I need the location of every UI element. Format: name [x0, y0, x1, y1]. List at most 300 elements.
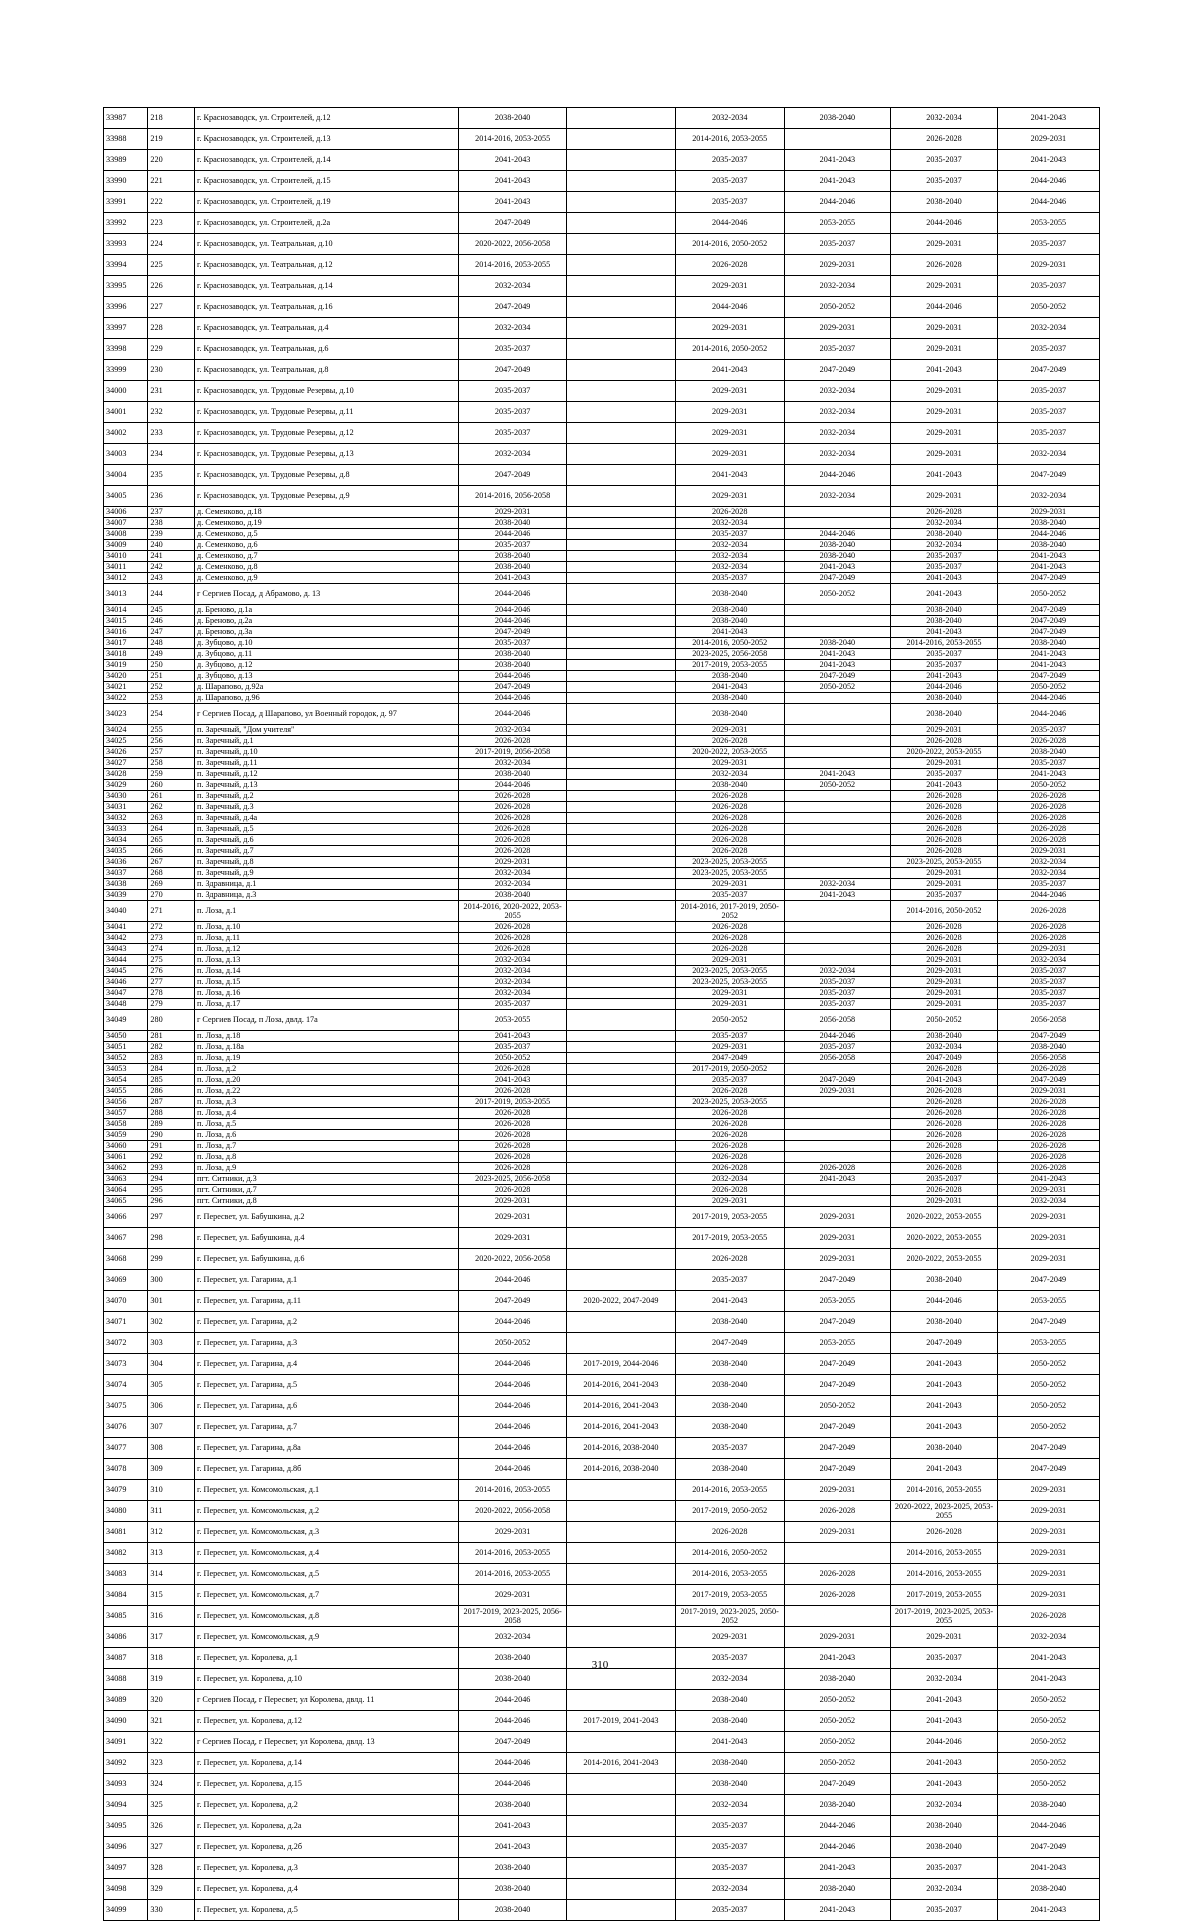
table-row [104, 1196, 1100, 1207]
cell-period-d: 2035-2037 [784, 234, 891, 255]
cell-period-e: 2026-2028 [891, 1522, 998, 1543]
cell-period-e: 2026-2028 [891, 1108, 998, 1119]
cell-period-c: 2017-2019, 2053-2055 [675, 1585, 784, 1606]
cell-period-f: 2038-2040 [997, 1795, 1099, 1816]
cell-period-f: 2041-2043 [997, 1174, 1099, 1185]
cell-period-e: 2038-2040 [891, 1270, 998, 1291]
cell-period-d [784, 933, 891, 944]
cell-item-number: 322 [148, 1732, 195, 1753]
cell-period-c: 2029-2031 [675, 381, 784, 402]
cell-period-f: 2032-2034 [997, 955, 1099, 966]
cell-period-f: 2035-2037 [997, 966, 1099, 977]
cell-period-a: 2026-2028 [459, 1086, 567, 1097]
table-row [104, 540, 1100, 551]
cell-address: г Сергиев Посад, д Шарапово, ул Военный городок, д. 97 [195, 704, 459, 725]
table-row [104, 682, 1100, 693]
cell-reg-number: 34044 [104, 955, 148, 966]
table-row [104, 857, 1100, 868]
cell-reg-number: 34004 [104, 465, 148, 486]
cell-period-d: 2044-2046 [784, 465, 891, 486]
cell-period-a: 2041-2043 [459, 171, 567, 192]
cell-address: г. Пересвет, ул. Комсомольская, д.3 [195, 1522, 459, 1543]
cell-period-b [567, 1501, 676, 1522]
table-row [104, 381, 1100, 402]
cell-period-e: 2044-2046 [891, 213, 998, 234]
cell-period-e: 2029-2031 [891, 725, 998, 736]
cell-item-number: 273 [148, 933, 195, 944]
cell-period-f: 2035-2037 [997, 402, 1099, 423]
cell-period-d: 2044-2046 [784, 1031, 891, 1042]
cell-period-d: 2029-2031 [784, 255, 891, 276]
cell-period-f: 2038-2040 [997, 540, 1099, 551]
cell-period-a: 2029-2031 [459, 1196, 567, 1207]
cell-period-e: 2041-2043 [891, 1711, 998, 1732]
cell-period-e: 2026-2028 [891, 255, 998, 276]
cell-period-b [567, 518, 676, 529]
cell-address: г. Пересвет, ул. Королева, д.2 [195, 1795, 459, 1816]
cell-period-b [567, 1075, 676, 1086]
cell-period-a: 2014-2016, 2053-2055 [459, 1480, 567, 1501]
cell-period-f: 2035-2037 [997, 758, 1099, 769]
cell-address: п. Лоза, д.18а [195, 1042, 459, 1053]
table-row [104, 1228, 1100, 1249]
cell-address: п. Лоза, д.12 [195, 944, 459, 955]
cell-period-b [567, 1837, 676, 1858]
cell-period-b [567, 671, 676, 682]
cell-period-e: 2026-2028 [891, 1130, 998, 1141]
cell-item-number: 254 [148, 704, 195, 725]
cell-item-number: 300 [148, 1270, 195, 1291]
cell-reg-number: 34041 [104, 922, 148, 933]
cell-period-e: 2032-2034 [891, 1042, 998, 1053]
cell-period-b [567, 1097, 676, 1108]
cell-item-number: 252 [148, 682, 195, 693]
cell-period-e: 2029-2031 [891, 339, 998, 360]
table-row [104, 507, 1100, 518]
cell-period-b [567, 1480, 676, 1501]
cell-period-e: 2029-2031 [891, 868, 998, 879]
cell-period-c: 2035-2037 [675, 1648, 784, 1669]
cell-period-f: 2026-2028 [997, 901, 1099, 922]
cell-reg-number: 34048 [104, 999, 148, 1010]
cell-period-e: 2041-2043 [891, 780, 998, 791]
cell-period-f: 2047-2049 [997, 627, 1099, 638]
cell-period-c: 2026-2028 [675, 922, 784, 933]
cell-period-f: 2044-2046 [997, 192, 1099, 213]
table-row [104, 1900, 1100, 1921]
cell-address: пгт. Ситники, д.3 [195, 1174, 459, 1185]
cell-period-c: 2038-2040 [675, 1774, 784, 1795]
cell-period-b [567, 1130, 676, 1141]
table-row [104, 1816, 1100, 1837]
cell-period-c: 2029-2031 [675, 444, 784, 465]
cell-period-e: 2038-2040 [891, 1837, 998, 1858]
cell-period-b [567, 423, 676, 444]
cell-address: п. Заречный, д.10 [195, 747, 459, 758]
cell-period-b [567, 1042, 676, 1053]
cell-period-c: 2014-2016, 2053-2055 [675, 1564, 784, 1585]
cell-period-c: 2050-2052 [675, 1010, 784, 1031]
cell-period-c: 2029-2031 [675, 402, 784, 423]
cell-period-f: 2038-2040 [997, 1879, 1099, 1900]
table-row [104, 297, 1100, 318]
cell-period-f: 2035-2037 [997, 977, 1099, 988]
cell-address: г. Пересвет, ул. Королева, д.14 [195, 1753, 459, 1774]
cell-period-b [567, 213, 676, 234]
cell-reg-number: 34022 [104, 693, 148, 704]
cell-reg-number: 34028 [104, 769, 148, 780]
cell-reg-number: 33987 [104, 108, 148, 129]
cell-reg-number: 34060 [104, 1141, 148, 1152]
cell-period-e: 2038-2040 [891, 1816, 998, 1837]
cell-period-d: 2047-2049 [784, 1075, 891, 1086]
cell-period-b [567, 1774, 676, 1795]
cell-reg-number: 33991 [104, 192, 148, 213]
cell-period-c: 2029-2031 [675, 1042, 784, 1053]
table-row [104, 1480, 1100, 1501]
cell-period-e: 2017-2019, 2053-2055 [891, 1585, 998, 1606]
cell-period-c: 2032-2034 [675, 108, 784, 129]
cell-period-e: 2041-2043 [891, 360, 998, 381]
cell-period-e: 2044-2046 [891, 1732, 998, 1753]
cell-period-f: 2047-2049 [997, 605, 1099, 616]
cell-address: п. Лоза, д.3 [195, 1097, 459, 1108]
cell-address: г. Краснозаводск, ул. Театральная, д.6 [195, 339, 459, 360]
cell-period-f: 2026-2028 [997, 791, 1099, 802]
cell-address: п. Лоза, д.20 [195, 1075, 459, 1086]
cell-item-number: 293 [148, 1163, 195, 1174]
cell-period-d: 2050-2052 [784, 780, 891, 791]
cell-period-f: 2035-2037 [997, 988, 1099, 999]
cell-reg-number: 34067 [104, 1228, 148, 1249]
cell-period-e: 2026-2028 [891, 1141, 998, 1152]
cell-period-f: 2029-2031 [997, 1086, 1099, 1097]
cell-period-d: 2038-2040 [784, 1879, 891, 1900]
cell-period-a: 2044-2046 [459, 584, 567, 605]
cell-address: г. Пересвет, ул. Комсомольская, д.2 [195, 1501, 459, 1522]
table-row [104, 1108, 1100, 1119]
cell-reg-number: 33990 [104, 171, 148, 192]
cell-address: п. Лоза, д.15 [195, 977, 459, 988]
cell-period-d [784, 835, 891, 846]
cell-period-c: 2017-2019, 2053-2055 [675, 660, 784, 671]
cell-reg-number: 34054 [104, 1075, 148, 1086]
cell-reg-number: 34073 [104, 1354, 148, 1375]
cell-address: г. Краснозаводск, ул. Строителей, д.19 [195, 192, 459, 213]
table-row [104, 1627, 1100, 1648]
cell-period-b [567, 1163, 676, 1174]
cell-period-a: 2041-2043 [459, 1031, 567, 1042]
table-row [104, 1543, 1100, 1564]
cell-period-e: 2029-2031 [891, 276, 998, 297]
cell-address: д. Зубцово, д.11 [195, 649, 459, 660]
cell-reg-number: 34085 [104, 1606, 148, 1627]
table-row [104, 1690, 1100, 1711]
cell-reg-number: 34074 [104, 1375, 148, 1396]
cell-period-b [567, 1795, 676, 1816]
cell-period-c: 2032-2034 [675, 540, 784, 551]
cell-period-d: 2044-2046 [784, 192, 891, 213]
cell-period-e: 2035-2037 [891, 1648, 998, 1669]
cell-period-b [567, 1249, 676, 1270]
cell-address: п. Лоза, д.16 [195, 988, 459, 999]
cell-period-b [567, 747, 676, 758]
cell-period-a: 2047-2049 [459, 297, 567, 318]
cell-period-d: 2029-2031 [784, 1086, 891, 1097]
cell-period-a: 2038-2040 [459, 769, 567, 780]
cell-address: г. Краснозаводск, ул. Строителей, д.15 [195, 171, 459, 192]
cell-address: пгт. Ситники, д.8 [195, 1196, 459, 1207]
cell-period-d: 2047-2049 [784, 360, 891, 381]
cell-period-b [567, 769, 676, 780]
cell-period-f: 2035-2037 [997, 423, 1099, 444]
cell-period-f: 2026-2028 [997, 1152, 1099, 1163]
cell-period-f: 2041-2043 [997, 769, 1099, 780]
cell-item-number: 225 [148, 255, 195, 276]
cell-period-d [784, 1606, 891, 1627]
cell-period-a: 2017-2019, 2053-2055 [459, 1097, 567, 1108]
cell-period-e: 2020-2022, 2023-2025, 2053-2055 [891, 1501, 998, 1522]
table-row [104, 966, 1100, 977]
cell-period-f: 2041-2043 [997, 1900, 1099, 1921]
cell-period-d: 2050-2052 [784, 1396, 891, 1417]
cell-address: г. Пересвет, ул. Бабушкина, д.4 [195, 1228, 459, 1249]
cell-period-f: 2026-2028 [997, 1130, 1099, 1141]
cell-item-number: 222 [148, 192, 195, 213]
cell-period-b [567, 1585, 676, 1606]
cell-period-b [567, 1141, 676, 1152]
cell-period-b [567, 901, 676, 922]
cell-item-number: 306 [148, 1396, 195, 1417]
cell-reg-number: 34072 [104, 1333, 148, 1354]
cell-period-a: 2035-2037 [459, 999, 567, 1010]
cell-reg-number: 34053 [104, 1064, 148, 1075]
cell-period-c: 2035-2037 [675, 1031, 784, 1042]
table-row [104, 1879, 1100, 1900]
cell-period-f: 2029-2031 [997, 1501, 1099, 1522]
cell-period-b [567, 1207, 676, 1228]
cell-item-number: 253 [148, 693, 195, 704]
cell-period-a: 2026-2028 [459, 1130, 567, 1141]
cell-period-c: 2032-2034 [675, 1669, 784, 1690]
cell-period-d [784, 955, 891, 966]
cell-period-e: 2041-2043 [891, 671, 998, 682]
cell-period-e: 2038-2040 [891, 693, 998, 704]
cell-address: п. Лоза, д.18 [195, 1031, 459, 1042]
cell-period-f: 2029-2031 [997, 1207, 1099, 1228]
cell-period-f: 2032-2034 [997, 318, 1099, 339]
cell-period-f: 2026-2028 [997, 1163, 1099, 1174]
cell-period-c: 2029-2031 [675, 758, 784, 769]
cell-address: п. Заречный, д.9 [195, 868, 459, 879]
cell-address: г. Пересвет, ул. Комсомольская, д.5 [195, 1564, 459, 1585]
cell-address: г. Краснозаводск, ул. Строителей, д.12 [195, 108, 459, 129]
cell-period-b [567, 736, 676, 747]
cell-period-c: 2044-2046 [675, 213, 784, 234]
cell-period-a: 2041-2043 [459, 150, 567, 171]
cell-address: г. Краснозаводск, ул. Трудовые Резервы, д.8 [195, 465, 459, 486]
table-row [104, 988, 1100, 999]
cell-period-c: 2035-2037 [675, 1900, 784, 1921]
cell-item-number: 258 [148, 758, 195, 769]
cell-period-b [567, 551, 676, 562]
cell-period-e: 2035-2037 [891, 649, 998, 660]
cell-reg-number: 34077 [104, 1438, 148, 1459]
cell-period-e: 2035-2037 [891, 1174, 998, 1185]
cell-reg-number: 33998 [104, 339, 148, 360]
cell-period-d [784, 1543, 891, 1564]
cell-period-d [784, 616, 891, 627]
cell-period-b [567, 835, 676, 846]
cell-period-c: 2026-2028 [675, 1119, 784, 1130]
cell-address: п. Заречный, д.5 [195, 824, 459, 835]
cell-item-number: 249 [148, 649, 195, 660]
cell-address: г. Пересвет, ул. Гагарина, д.8б [195, 1459, 459, 1480]
cell-period-a: 2032-2034 [459, 955, 567, 966]
cell-reg-number: 34082 [104, 1543, 148, 1564]
table-row [104, 977, 1100, 988]
cell-period-e: 2026-2028 [891, 933, 998, 944]
table-row [104, 1585, 1100, 1606]
cell-period-c: 2038-2040 [675, 1312, 784, 1333]
cell-item-number: 328 [148, 1858, 195, 1879]
cell-period-b [567, 1196, 676, 1207]
cell-period-d [784, 857, 891, 868]
cell-address: г Сергиев Посад, п Лоза, двлд. 17а [195, 1010, 459, 1031]
cell-period-c: 2041-2043 [675, 1732, 784, 1753]
cell-period-e: 2026-2028 [891, 1185, 998, 1196]
table-row [104, 1141, 1100, 1152]
cell-item-number: 270 [148, 890, 195, 901]
table-row [104, 108, 1100, 129]
cell-period-d: 2050-2052 [784, 1711, 891, 1732]
cell-period-a: 2014-2016, 2053-2055 [459, 129, 567, 150]
cell-period-e: 2047-2049 [891, 1333, 998, 1354]
table-row [104, 1459, 1100, 1480]
cell-item-number: 246 [148, 616, 195, 627]
cell-period-c: 2026-2028 [675, 1522, 784, 1543]
cell-period-e: 2038-2040 [891, 1031, 998, 1042]
table-row [104, 213, 1100, 234]
cell-period-b [567, 1108, 676, 1119]
cell-period-e: 2041-2043 [891, 1774, 998, 1795]
cell-period-c: 2026-2028 [675, 1086, 784, 1097]
table-row [104, 551, 1100, 562]
cell-period-c: 2038-2040 [675, 780, 784, 791]
table-row [104, 255, 1100, 276]
cell-period-c: 2038-2040 [675, 704, 784, 725]
cell-period-a: 2032-2034 [459, 977, 567, 988]
cell-period-e: 2026-2028 [891, 1086, 998, 1097]
cell-period-e: 2035-2037 [891, 890, 998, 901]
cell-item-number: 284 [148, 1064, 195, 1075]
cell-item-number: 302 [148, 1312, 195, 1333]
cell-period-d: 2044-2046 [784, 1837, 891, 1858]
cell-period-b [567, 616, 676, 627]
cell-period-d: 2032-2034 [784, 486, 891, 507]
cell-item-number: 240 [148, 540, 195, 551]
cell-period-a: 2026-2028 [459, 1119, 567, 1130]
cell-reg-number: 34020 [104, 671, 148, 682]
cell-period-c: 2032-2034 [675, 769, 784, 780]
cell-period-e: 2038-2040 [891, 616, 998, 627]
cell-period-e: 2041-2043 [891, 1396, 998, 1417]
cell-period-d [784, 704, 891, 725]
cell-reg-number: 34088 [104, 1669, 148, 1690]
cell-reg-number: 34070 [104, 1291, 148, 1312]
cell-period-a: 2047-2049 [459, 213, 567, 234]
cell-reg-number: 34090 [104, 1711, 148, 1732]
cell-address: п. Заречный, "Дом учителя" [195, 725, 459, 736]
cell-period-b [567, 758, 676, 769]
cell-period-c: 2029-2031 [675, 486, 784, 507]
cell-address: г. Пересвет, ул. Королева, д.10 [195, 1669, 459, 1690]
cell-item-number: 321 [148, 1711, 195, 1732]
cell-period-c: 2041-2043 [675, 360, 784, 381]
cell-period-a: 2026-2028 [459, 1141, 567, 1152]
cell-period-b: 2014-2016, 2041-2043 [567, 1396, 676, 1417]
table-row [104, 1174, 1100, 1185]
cell-period-b [567, 868, 676, 879]
cell-address: г Сергиев Посад, д Абрамово, д. 13 [195, 584, 459, 605]
cell-period-f: 2047-2049 [997, 616, 1099, 627]
cell-period-a: 2044-2046 [459, 1774, 567, 1795]
cell-period-c: 2032-2034 [675, 1795, 784, 1816]
table-row [104, 660, 1100, 671]
cell-period-c: 2038-2040 [675, 1459, 784, 1480]
cell-period-a: 2035-2037 [459, 423, 567, 444]
cell-period-c: 2044-2046 [675, 297, 784, 318]
cell-period-d: 2029-2031 [784, 318, 891, 339]
cell-period-a: 2044-2046 [459, 1438, 567, 1459]
cell-period-d [784, 846, 891, 857]
cell-period-f: 2026-2028 [997, 933, 1099, 944]
cell-reg-number: 34017 [104, 638, 148, 649]
cell-reg-number: 33995 [104, 276, 148, 297]
cell-period-b [567, 381, 676, 402]
table-row [104, 276, 1100, 297]
table-row [104, 1312, 1100, 1333]
cell-period-b [567, 922, 676, 933]
cell-period-a: 2038-2040 [459, 649, 567, 660]
cell-period-b [567, 562, 676, 573]
cell-period-f: 2026-2028 [997, 1064, 1099, 1075]
cell-period-a: 2020-2022, 2056-2058 [459, 1249, 567, 1270]
cell-period-b [567, 846, 676, 857]
table-row [104, 518, 1100, 529]
cell-period-f: 2029-2031 [997, 1249, 1099, 1270]
cell-period-f: 2041-2043 [997, 1858, 1099, 1879]
cell-item-number: 236 [148, 486, 195, 507]
cell-period-b [567, 171, 676, 192]
cell-period-d: 2041-2043 [784, 1174, 891, 1185]
cell-period-f: 2029-2031 [997, 1185, 1099, 1196]
cell-address: г. Пересвет, ул. Королева, д.5 [195, 1900, 459, 1921]
cell-period-d: 2044-2046 [784, 529, 891, 540]
table-row [104, 725, 1100, 736]
cell-address: д. Бреново, д.2а [195, 616, 459, 627]
table-row [104, 879, 1100, 890]
cell-period-f: 2041-2043 [997, 1648, 1099, 1669]
cell-address: п. Лоза, д.17 [195, 999, 459, 1010]
cell-period-f: 2053-2055 [997, 1291, 1099, 1312]
cell-address: д. Бреново, д.3а [195, 627, 459, 638]
cell-item-number: 318 [148, 1648, 195, 1669]
cell-period-b [567, 1879, 676, 1900]
cell-reg-number: 34095 [104, 1816, 148, 1837]
cell-reg-number: 34086 [104, 1627, 148, 1648]
cell-period-b [567, 693, 676, 704]
